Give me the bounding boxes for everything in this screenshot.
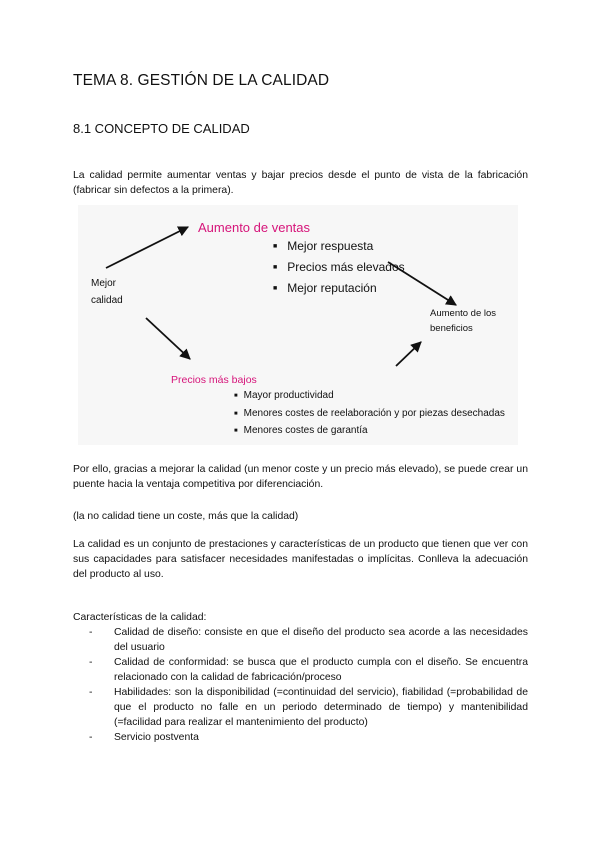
quality-diagram <box>78 205 518 445</box>
target-label: Aumento de los beneficios <box>430 308 497 334</box>
list-item: - Habilidades: son la disponibilidad (=continuidad del servicio), fiabilidad (=probabilidad de que el producto no falle en un periodo determinado de tiempo) y mantenibilidad (=facilidad para realizar el mantenimiento del producto) <box>89 685 528 730</box>
arrow-to-lower-prices <box>146 318 190 359</box>
definition-paragraph: La calidad es un conjunto de prestaciones y características de un producto que tienen que ver con sus capacidades para satisfacer necesidades manifestadas o implícitas. Conlleva la adecuación del producto al uso. <box>73 539 528 580</box>
intro-paragraph: La calidad permite aumentar ventas y bajar precios desde el punto de vista de la fabricación (fabricar sin defectos a la primera). <box>73 170 528 196</box>
list-item: ■ Mayor productividad <box>234 388 505 406</box>
characteristics-heading: Características de la calidad: <box>73 612 207 623</box>
lower-branch-list <box>234 388 505 441</box>
differentiation-paragraph: Por ello, gracias a mejorar la calidad (un menor coste y un precio más elevado), se puede crear un puente hacia la ventaja competitiva por diferenciación. <box>73 464 528 490</box>
list-item: - Servicio postventa <box>89 730 528 745</box>
list-item: ■ Mejor reputación <box>273 279 405 300</box>
section-title: 8.1 CONCEPTO DE CALIDAD <box>73 121 250 136</box>
arrow-to-sales <box>106 227 188 268</box>
upper-branch-list <box>273 237 405 300</box>
list-item: ■ Mejor respuesta <box>273 237 405 258</box>
list-item: - Calidad de conformidad: se busca que el producto cumpla con el diseño. Se encuentra relacionado con la calidad de fabricación/proceso <box>89 655 528 685</box>
upper-branch-title: Aumento de ventas <box>198 220 311 235</box>
list-item: ■ Menores costes de garantía <box>234 423 505 441</box>
list-item: ■ Precios más elevados <box>273 258 405 279</box>
characteristics-list <box>89 625 528 745</box>
arrow-prices-to-profit <box>396 342 421 366</box>
list-item: ■ Menores costes de reelaboración y por piezas desechadas <box>234 406 505 424</box>
source-label: Mejor calidad <box>91 278 123 306</box>
list-item: - Calidad de diseño: consiste en que el diseño del producto sea acorde a las necesidades del usuario <box>89 625 528 655</box>
cost-note: (la no calidad tiene un coste, más que la calidad) <box>73 511 299 522</box>
lower-branch-title: Precios más bajos <box>171 374 257 386</box>
page-title: TEMA 8. GESTIÓN DE LA CALIDAD <box>73 72 330 89</box>
